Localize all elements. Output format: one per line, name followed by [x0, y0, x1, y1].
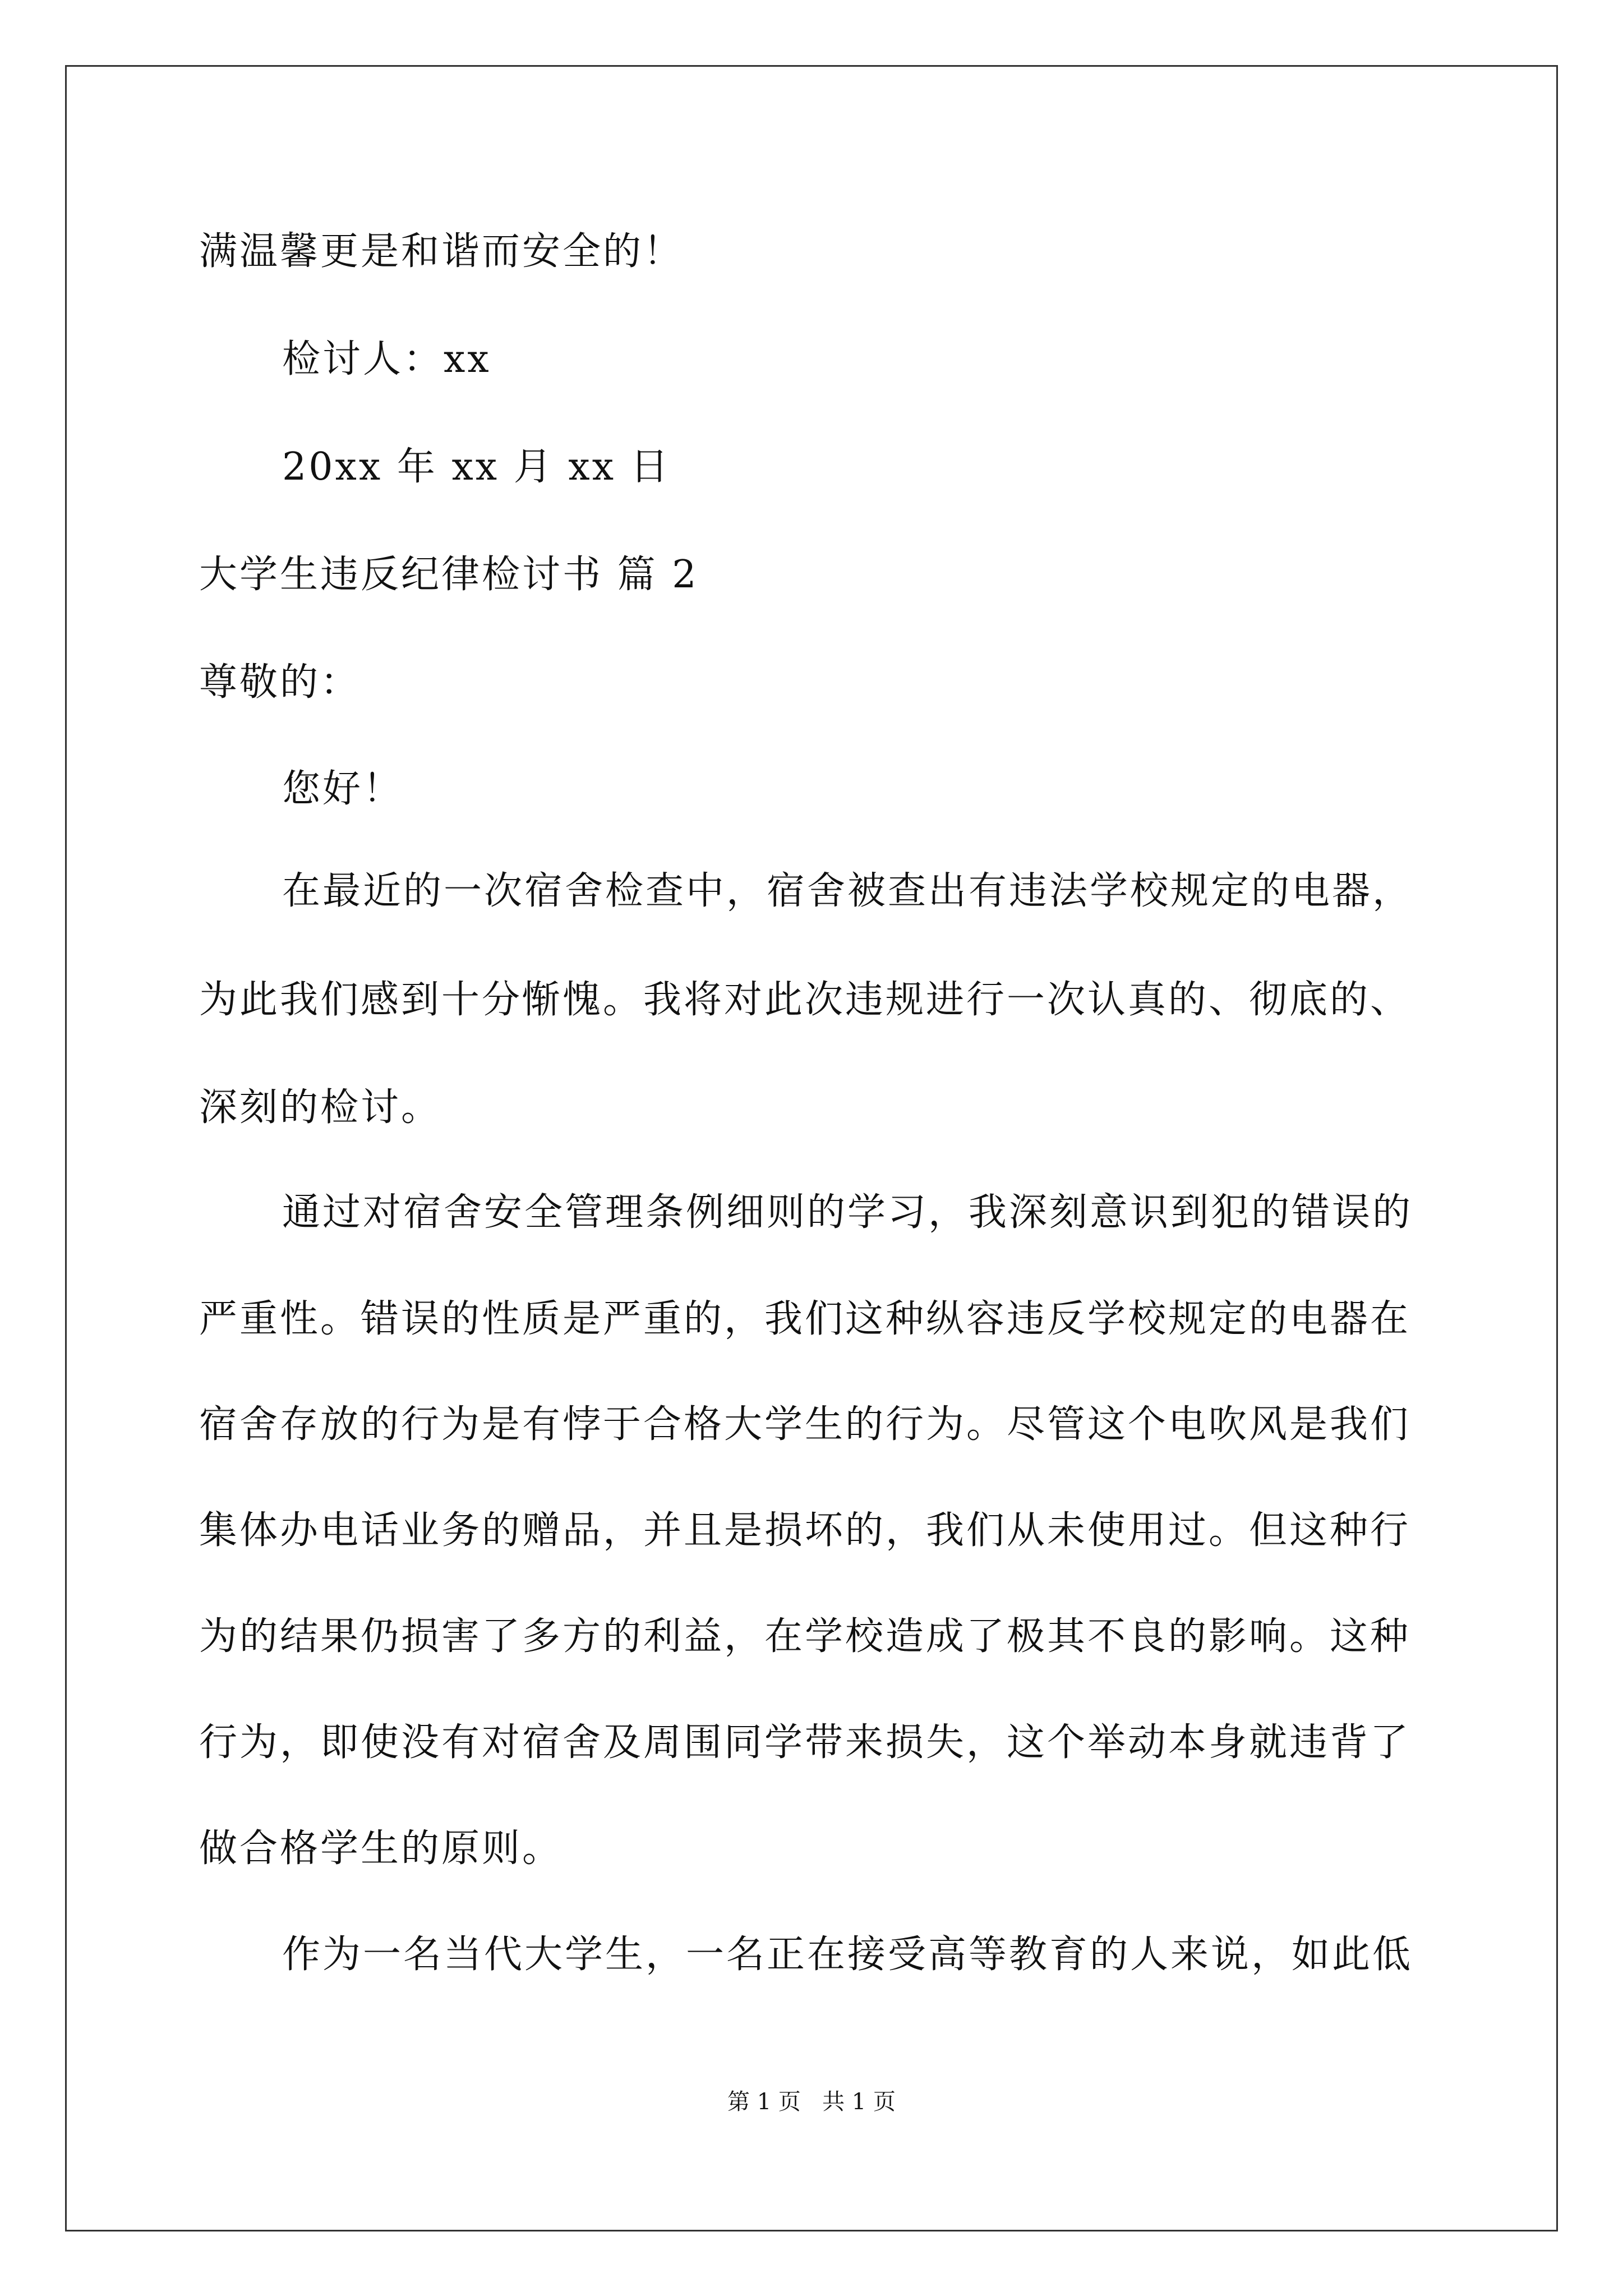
paragraph-line: 深刻的检讨。 — [199, 1085, 442, 1130]
date-line: 20xx 年 xx 月 xx 日 — [282, 445, 671, 489]
paragraph-line: 严重性。错误的性质是严重的，我们这种纵容违反学校规定的电器在 — [199, 1297, 1411, 1341]
paragraph-line: 在最近的一次宿舍检查中，宿舍被查出有违法学校规定的电器， — [282, 869, 1413, 913]
paragraph-line: 为此我们感到十分惭愧。我将对此次违规进行一次认真的、彻底的、 — [199, 978, 1411, 1022]
page-footer: 第 1 页 共 1 页 — [727, 2089, 896, 2115]
section-heading: 大学生违反纪律检讨书 篇 2 — [199, 553, 699, 597]
signatory-line: 检讨人：xx — [282, 337, 491, 381]
paragraph-line: 宿舍存放的行为是有悖于合格大学生的行为。尽管这个电吹风是我们 — [199, 1402, 1411, 1447]
greeting: 您好！ — [282, 767, 404, 811]
paragraph-line: 为的结果仍损害了多方的利益，在学校造成了极其不良的影响。这种 — [199, 1614, 1411, 1659]
paragraph-line: 满温馨更是和谐而安全的！ — [199, 229, 684, 274]
paragraph-line: 集体办电话业务的赠品，并且是损坏的，我们从未使用过。但这种行 — [199, 1508, 1411, 1553]
page-border — [65, 65, 1558, 2231]
paragraph-line: 作为一名当代大学生，一名正在接受高等教育的人来说，如此低 — [282, 1932, 1413, 1977]
paragraph-line: 行为，即使没有对宿舍及周围同学带来损失，这个举动本身就违背了 — [199, 1720, 1411, 1765]
paragraph-line: 做合格学生的原则。 — [199, 1826, 563, 1871]
paragraph-line: 通过对宿舍安全管理条例细则的学习，我深刻意识到犯的错误的 — [282, 1190, 1413, 1235]
salutation: 尊敬的： — [199, 660, 361, 705]
